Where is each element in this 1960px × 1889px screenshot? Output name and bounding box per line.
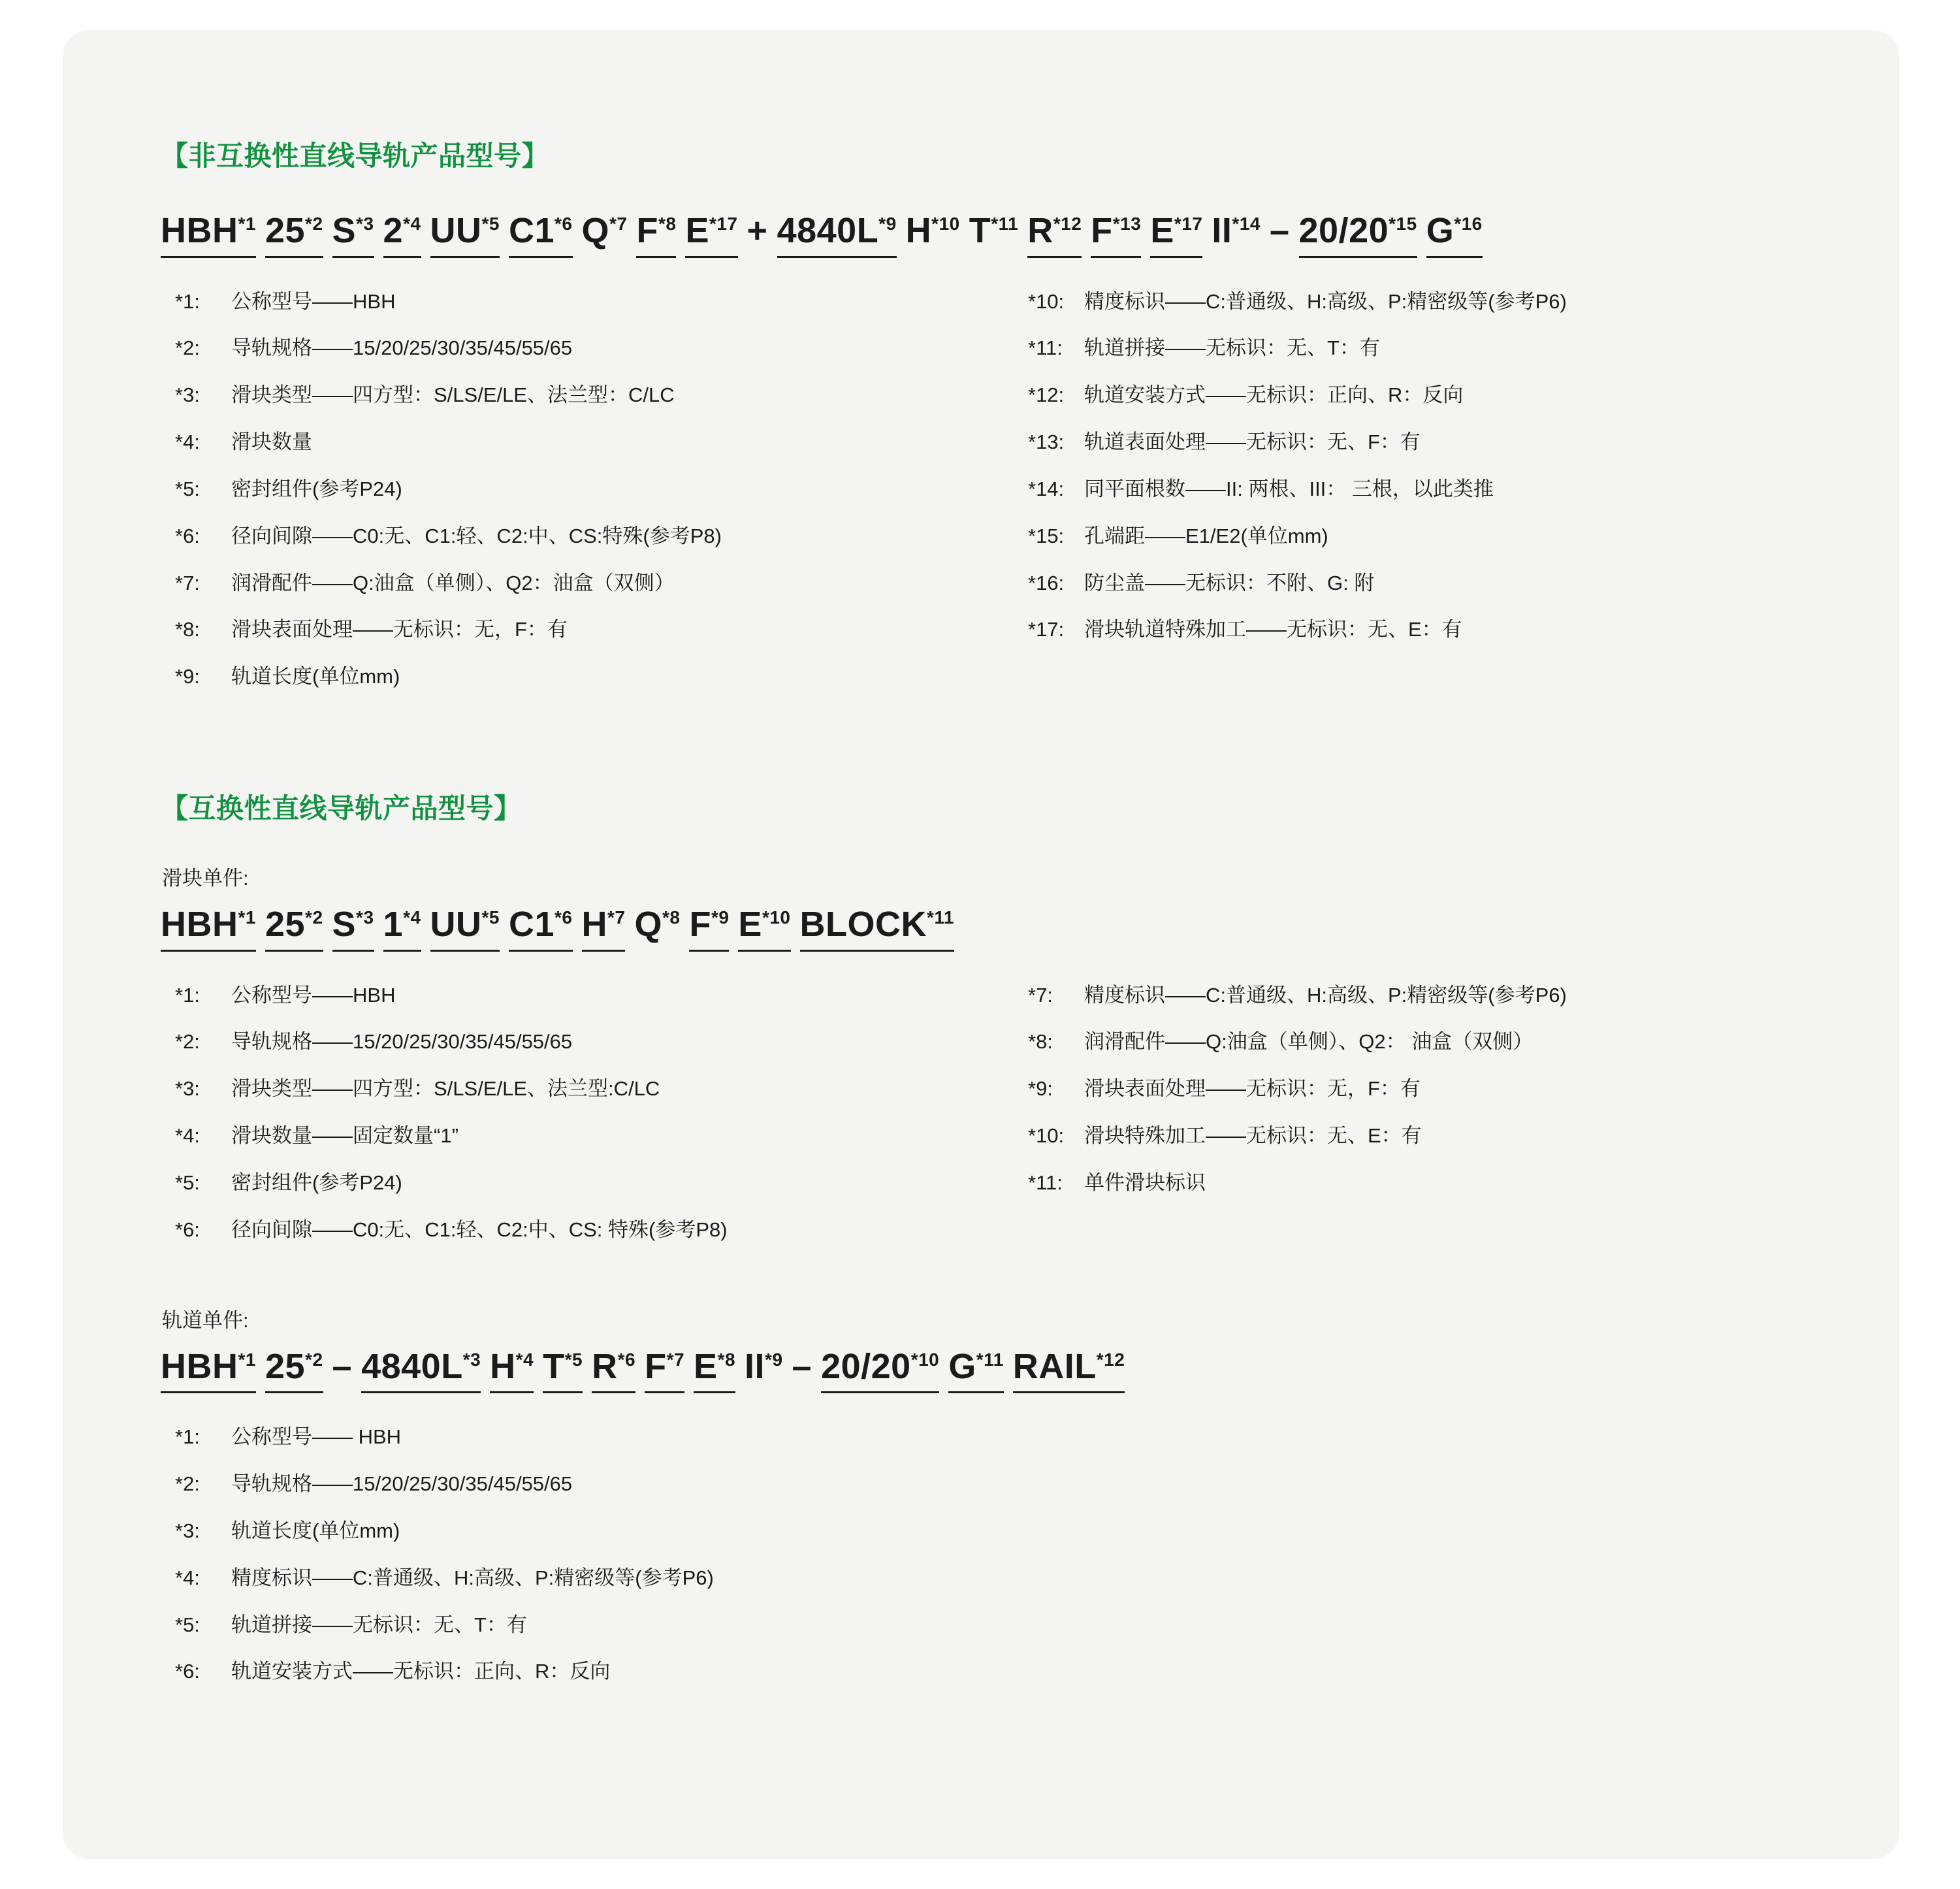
non-interchangeable-note-text: 精度标识——C:普通级、H:高级、P:精密级等(参考P6) <box>1084 289 1567 313</box>
code-block-token-text: S <box>332 905 357 944</box>
rail-note <box>175 1423 1011 1451</box>
code-non-interchangeable-token <box>265 209 323 258</box>
code-non-interchangeable-token <box>509 209 573 258</box>
code-non-interchangeable-token-text: 25 <box>265 211 306 250</box>
code-block-token <box>689 903 729 952</box>
code-rail-token-text: G <box>948 1346 976 1386</box>
rail-note <box>175 1658 1011 1685</box>
non-interchangeable-note-text: 轨道拼接——无标识：无、T：有 <box>1084 336 1380 360</box>
rail-note-index: *3: <box>175 1519 200 1542</box>
code-non-interchangeable-token <box>1212 209 1261 253</box>
block-note-text: 导轨规格——15/20/25/30/35/45/55/65 <box>231 1030 573 1054</box>
block-note-text: 润滑配件——Q:油盒（单侧）、Q2： 油盒（双侧） <box>1084 1030 1534 1054</box>
code-rail-token-text: E <box>694 1346 718 1386</box>
notes-rail <box>161 1423 1821 1705</box>
rail-note-index: *2: <box>175 1472 200 1495</box>
non-interchangeable-note-index: *8: <box>175 618 200 641</box>
code-non-interchangeable-token <box>1091 209 1141 258</box>
code-rail-token-text: 20/20 <box>821 1346 911 1386</box>
non-interchangeable-note-text: 导轨规格——15/20/25/30/35/45/55/65 <box>231 336 573 360</box>
block-note-text: 密封组件(参考P24) <box>231 1171 402 1194</box>
block-note <box>175 1075 1011 1103</box>
code-non-interchangeable-token-text: G <box>1426 211 1454 250</box>
block-note-text: 单件滑块标识 <box>1084 1171 1206 1194</box>
code-block-token-text: E <box>738 905 762 944</box>
code-non-interchangeable-token-text: HBH <box>161 211 238 250</box>
non-interchangeable-note <box>1028 476 1864 503</box>
model-code-rail <box>161 1345 1821 1394</box>
code-non-interchangeable-token-text: C1 <box>509 211 555 250</box>
code-rail-token-ref: *11 <box>976 1349 1004 1370</box>
code-non-interchangeable-token <box>747 209 768 253</box>
non-interchangeable-note-index: *6: <box>175 524 200 547</box>
code-non-interchangeable-token-text: 4840L <box>777 211 879 250</box>
document-content <box>161 135 1821 1705</box>
block-note-text: 滑块类型——四方型：S/LS/E/LE、法兰型:C/LC <box>231 1077 660 1101</box>
code-block-token-text: F <box>689 905 711 944</box>
code-non-interchangeable-token-ref: *17 <box>709 214 738 234</box>
document-panel <box>63 30 1899 1859</box>
block-note-text: 滑块特殊加工——无标识：无、E：有 <box>1084 1124 1422 1148</box>
non-interchangeable-note <box>175 570 1011 597</box>
code-rail-token-text: T <box>543 1346 565 1386</box>
code-rail-token <box>265 1345 323 1394</box>
code-block-token-text: BLOCK <box>799 905 927 944</box>
non-interchangeable-note <box>1028 428 1864 456</box>
code-non-interchangeable-token-ref: *11 <box>991 214 1019 234</box>
code-block-token-ref: *3 <box>356 907 374 928</box>
block-note-text: 滑块表面处理——无标识：无，F：有 <box>1084 1077 1421 1101</box>
code-non-interchangeable-token-text: S <box>332 211 357 250</box>
code-block-token <box>582 903 626 952</box>
code-rail-token-ref: *7 <box>666 1349 685 1370</box>
code-non-interchangeable-token-text: E <box>1150 211 1174 250</box>
block-note-text: 精度标识——C:普通级、H:高级、P:精密级等(参考P6) <box>1084 983 1567 1007</box>
block-note-index: *3: <box>175 1077 200 1101</box>
code-rail-token <box>821 1345 939 1394</box>
block-note-index: *4: <box>175 1124 200 1148</box>
code-non-interchangeable-token <box>1426 209 1483 258</box>
code-rail-token <box>361 1345 481 1394</box>
block-note-index: *1: <box>175 983 200 1007</box>
code-block-token <box>509 903 573 952</box>
rail-note-index: *5: <box>175 1613 200 1636</box>
code-non-interchangeable-token <box>332 209 374 258</box>
code-non-interchangeable-token-text: H <box>905 211 932 250</box>
code-block-token <box>265 903 323 952</box>
code-non-interchangeable-token-text: – <box>1269 211 1290 250</box>
code-rail-token-ref: *1 <box>238 1349 256 1370</box>
block-note-text: 公称型号——HBH <box>231 983 396 1007</box>
notes-column-right <box>1011 288 1864 711</box>
block-note-index: *9: <box>1028 1077 1053 1101</box>
non-interchangeable-note-text: 径向间隙——C0:无、C1:轻、C2:中、CS:特殊(参考P8) <box>231 524 722 547</box>
code-rail-token-ref: *6 <box>617 1349 636 1370</box>
code-non-interchangeable-token-text: + <box>747 211 768 250</box>
block-note-index: *10: <box>1028 1124 1065 1148</box>
code-rail-token-text: II <box>745 1346 765 1386</box>
block-note <box>1028 1122 1864 1150</box>
code-block-token-ref: *7 <box>607 907 626 928</box>
code-non-interchangeable-token-ref: *12 <box>1053 214 1082 234</box>
non-interchangeable-note-text: 滑块表面处理——无标识：无，F：有 <box>231 618 568 641</box>
notes-non-interchangeable <box>161 288 1821 711</box>
code-rail-token <box>1013 1345 1125 1394</box>
code-rail-token-ref: *3 <box>462 1349 481 1370</box>
code-rail-token-text: 25 <box>265 1346 306 1386</box>
rail-note-text: 公称型号—— HBH <box>231 1425 402 1449</box>
non-interchangeable-note-index: *17: <box>1028 618 1065 641</box>
code-non-interchangeable-token <box>430 209 500 258</box>
code-rail-token-text: HBH <box>161 1346 238 1386</box>
code-rail-token-ref: *10 <box>910 1349 940 1370</box>
non-interchangeable-note <box>175 663 1011 690</box>
code-non-interchangeable-token-ref: *4 <box>403 214 421 234</box>
non-interchangeable-note-index: *15: <box>1028 524 1065 547</box>
non-interchangeable-note-index: *13: <box>1028 430 1065 454</box>
code-non-interchangeable-token-ref: *5 <box>481 214 500 234</box>
code-rail-token-text: – <box>792 1346 812 1386</box>
code-block-token-text: Q <box>634 905 662 944</box>
code-rail-token-text: – <box>332 1346 353 1386</box>
code-non-interchangeable-token-text: T <box>969 211 991 250</box>
code-non-interchangeable-token-ref: *14 <box>1232 214 1261 234</box>
code-block-token-text: 1 <box>383 905 404 944</box>
section-title-interchangeable: 【互换性直线导轨产品型号】 <box>161 793 522 824</box>
code-rail-token-text: H <box>490 1346 516 1386</box>
notes-column-left <box>161 1423 1011 1705</box>
code-non-interchangeable-token <box>1270 209 1290 253</box>
code-block-token <box>332 903 374 952</box>
code-rail-token <box>645 1345 684 1394</box>
code-non-interchangeable-token-ref: *8 <box>658 214 677 234</box>
code-non-interchangeable-token-ref: *2 <box>305 214 323 234</box>
code-block-token-text: HBH <box>161 905 238 944</box>
notes-column-right <box>1011 982 1864 1263</box>
rail-note-text: 导轨规格——15/20/25/30/35/45/55/65 <box>231 1472 573 1495</box>
block-note-index: *2: <box>175 1030 200 1054</box>
rail-note <box>175 1564 1011 1592</box>
code-block-token <box>634 903 680 947</box>
block-note-index: *11: <box>1028 1171 1063 1194</box>
non-interchangeable-note-index: *2: <box>175 336 200 360</box>
code-rail-token <box>543 1345 583 1394</box>
code-rail-token-ref: *4 <box>515 1349 534 1370</box>
code-block-token-ref: *10 <box>762 907 791 928</box>
notes-column-left <box>161 982 1011 1263</box>
non-interchangeable-note-text: 轨道长度(单位mm) <box>231 665 400 688</box>
code-non-interchangeable-token-ref: *7 <box>609 214 628 234</box>
code-rail-token-text: RAIL <box>1012 1346 1097 1386</box>
non-interchangeable-note-text: 滑块类型——四方型：S/LS/E/LE、法兰型：C/LC <box>231 383 675 407</box>
non-interchangeable-note <box>175 381 1011 409</box>
rail-note-text: 轨道长度(单位mm) <box>231 1519 400 1542</box>
rail-note-text: 轨道安装方式——无标识：正向、R：反向 <box>231 1660 611 1683</box>
non-interchangeable-note-index: *10: <box>1028 289 1065 313</box>
subsection-label-block: 滑块单件: <box>162 867 249 890</box>
code-non-interchangeable-token <box>777 209 897 258</box>
non-interchangeable-note-text: 密封组件(参考P24) <box>231 477 402 500</box>
code-rail-token-ref: *12 <box>1096 1349 1125 1370</box>
non-interchangeable-note-index: *5: <box>175 477 200 500</box>
code-non-interchangeable-token-text: 2 <box>383 211 404 250</box>
non-interchangeable-note <box>175 476 1011 503</box>
non-interchangeable-note-index: *16: <box>1028 571 1065 594</box>
code-rail-token <box>161 1345 256 1394</box>
notes-block <box>161 982 1821 1263</box>
code-non-interchangeable-token <box>685 209 737 258</box>
code-rail-token-text: F <box>645 1346 667 1386</box>
code-non-interchangeable-token <box>1299 209 1417 258</box>
code-non-interchangeable-token <box>383 209 421 258</box>
code-non-interchangeable-token-text: 20/20 <box>1298 211 1389 250</box>
code-block-token <box>383 903 421 952</box>
rail-note-index: *6: <box>175 1660 200 1683</box>
non-interchangeable-note <box>175 288 1011 315</box>
code-block-token-ref: *5 <box>481 907 500 928</box>
block-note <box>175 1122 1011 1150</box>
code-rail-token-ref: *2 <box>305 1349 323 1370</box>
code-non-interchangeable-token-ref: *1 <box>238 214 256 234</box>
code-non-interchangeable-token <box>161 209 256 258</box>
code-block-token-text: UU <box>430 905 482 944</box>
code-non-interchangeable-token-text: Q <box>581 211 610 250</box>
rail-note <box>175 1611 1011 1639</box>
code-rail-token <box>948 1345 1004 1394</box>
notes-column-left <box>161 288 1011 711</box>
code-non-interchangeable-token-text: E <box>685 211 709 250</box>
code-non-interchangeable-token-ref: *16 <box>1454 214 1483 234</box>
rail-note-text: 轨道拼接——无标识：无、T：有 <box>231 1613 527 1636</box>
non-interchangeable-note-text: 防尘盖——无标识：不附、G: 附 <box>1084 571 1375 594</box>
code-rail-token <box>745 1345 782 1389</box>
code-block-token <box>738 903 790 952</box>
non-interchangeable-note <box>175 523 1011 550</box>
non-interchangeable-note-text: 孔端距——E1/E2(单位mm) <box>1084 524 1328 547</box>
code-non-interchangeable-token <box>582 209 628 253</box>
rail-note-index: *1: <box>175 1425 200 1449</box>
code-rail-token-ref: *5 <box>564 1349 583 1370</box>
non-interchangeable-note-text: 滑块数量 <box>231 430 312 454</box>
subsection-label-rail: 轨道单件: <box>162 1308 249 1332</box>
code-block-token <box>430 903 500 952</box>
code-non-interchangeable-token <box>906 209 960 253</box>
code-block-token <box>800 903 954 952</box>
non-interchangeable-note-index: *9: <box>175 665 200 688</box>
non-interchangeable-note-text: 轨道表面处理——无标识：无、F：有 <box>1084 430 1421 454</box>
block-note <box>1028 1075 1864 1103</box>
non-interchangeable-note <box>175 616 1011 643</box>
non-interchangeable-note <box>1028 570 1864 597</box>
block-note <box>1028 982 1864 1009</box>
non-interchangeable-note-text: 轨道安装方式——无标识：正向、R：反向 <box>1084 383 1464 407</box>
code-non-interchangeable-token-ref: *9 <box>878 214 897 234</box>
code-non-interchangeable-token <box>1150 209 1202 258</box>
code-non-interchangeable-token-ref: *10 <box>931 214 960 234</box>
model-code-non-interchangeable <box>161 209 1821 258</box>
code-rail-token <box>592 1345 635 1394</box>
rail-note <box>175 1470 1011 1498</box>
block-note-index: *5: <box>175 1171 200 1194</box>
code-non-interchangeable-token-ref: *6 <box>554 214 573 234</box>
rail-note-index: *4: <box>175 1566 200 1589</box>
non-interchangeable-note-index: *7: <box>175 571 200 594</box>
code-non-interchangeable-token <box>1027 209 1082 258</box>
block-note <box>175 1216 1011 1244</box>
section-title-non-interchangeable: 【非互换性直线导轨产品型号】 <box>161 140 550 171</box>
code-rail-token <box>490 1345 534 1394</box>
block-note-text: 径向间隙——C0:无、C1:轻、C2:中、CS: 特殊(参考P8) <box>231 1218 728 1241</box>
code-block-token-ref: *1 <box>238 907 256 928</box>
code-block-token-text: C1 <box>509 905 555 944</box>
block-note <box>175 982 1011 1009</box>
rail-note-text: 精度标识——C:普通级、H:高级、P:精密级等(参考P6) <box>231 1566 714 1589</box>
code-block-token-text: H <box>581 905 607 944</box>
non-interchangeable-note-index: *4: <box>175 430 200 454</box>
code-non-interchangeable-token-ref: *17 <box>1174 214 1203 234</box>
code-block-token-ref: *8 <box>662 907 681 928</box>
code-block-token-ref: *9 <box>711 907 730 928</box>
code-non-interchangeable-token-text: II <box>1212 211 1232 250</box>
code-non-interchangeable-token <box>636 209 676 258</box>
non-interchangeable-note-index: *1: <box>175 289 200 313</box>
non-interchangeable-note <box>1028 381 1864 409</box>
block-note <box>1028 1028 1864 1056</box>
model-code-block <box>161 903 1821 952</box>
code-block-token-ref: *4 <box>403 907 421 928</box>
code-non-interchangeable-token-ref: *13 <box>1112 214 1142 234</box>
code-non-interchangeable-token-text: F <box>1091 211 1113 250</box>
non-interchangeable-note-index: *14: <box>1028 477 1065 500</box>
non-interchangeable-note <box>1028 616 1864 643</box>
block-note <box>175 1169 1011 1197</box>
non-interchangeable-note-index: *12: <box>1028 383 1065 407</box>
non-interchangeable-note-index: *3: <box>175 383 200 407</box>
code-non-interchangeable-token-ref: *3 <box>356 214 374 234</box>
code-non-interchangeable-token-ref: *15 <box>1389 214 1417 234</box>
rail-note <box>175 1517 1011 1545</box>
code-rail-token-ref: *8 <box>717 1349 736 1370</box>
block-note-index: *8: <box>1028 1030 1053 1054</box>
code-non-interchangeable-token-text: R <box>1027 211 1053 250</box>
code-rail-token <box>332 1345 353 1389</box>
block-note <box>175 1028 1011 1056</box>
non-interchangeable-note-index: *11: <box>1028 336 1063 360</box>
non-interchangeable-note-text: 同平面根数——II: 两根、III： 三根，以此类推 <box>1084 477 1494 500</box>
block-note-index: *6: <box>175 1218 200 1241</box>
code-rail-token-text: 4840L <box>361 1346 463 1386</box>
code-rail-token <box>694 1345 735 1394</box>
non-interchangeable-note <box>175 334 1011 362</box>
code-block-token-ref: *11 <box>926 907 954 928</box>
code-rail-token-ref: *9 <box>765 1349 783 1370</box>
code-block-token-ref: *6 <box>554 907 573 928</box>
code-non-interchangeable-token <box>969 209 1019 253</box>
non-interchangeable-note <box>1028 334 1864 362</box>
code-block-token-text: 25 <box>265 905 306 944</box>
non-interchangeable-note <box>1028 288 1864 315</box>
non-interchangeable-note-text: 润滑配件——Q:油盒（单侧）、Q2：油盒（双侧） <box>231 571 675 594</box>
non-interchangeable-note <box>175 428 1011 456</box>
code-non-interchangeable-token-text: F <box>636 211 658 250</box>
block-note-index: *7: <box>1028 983 1053 1007</box>
code-non-interchangeable-token-text: UU <box>430 211 482 250</box>
block-note <box>1028 1169 1864 1197</box>
non-interchangeable-note <box>1028 523 1864 550</box>
code-rail-token <box>792 1345 812 1389</box>
non-interchangeable-note-text: 公称型号——HBH <box>231 289 396 313</box>
code-block-token-ref: *2 <box>305 907 323 928</box>
non-interchangeable-note-text: 滑块轨道特殊加工——无标识：无、E：有 <box>1084 618 1462 641</box>
code-rail-token-text: R <box>592 1346 618 1386</box>
code-block-token <box>161 903 256 952</box>
block-note-text: 滑块数量——固定数量“1” <box>231 1124 458 1148</box>
